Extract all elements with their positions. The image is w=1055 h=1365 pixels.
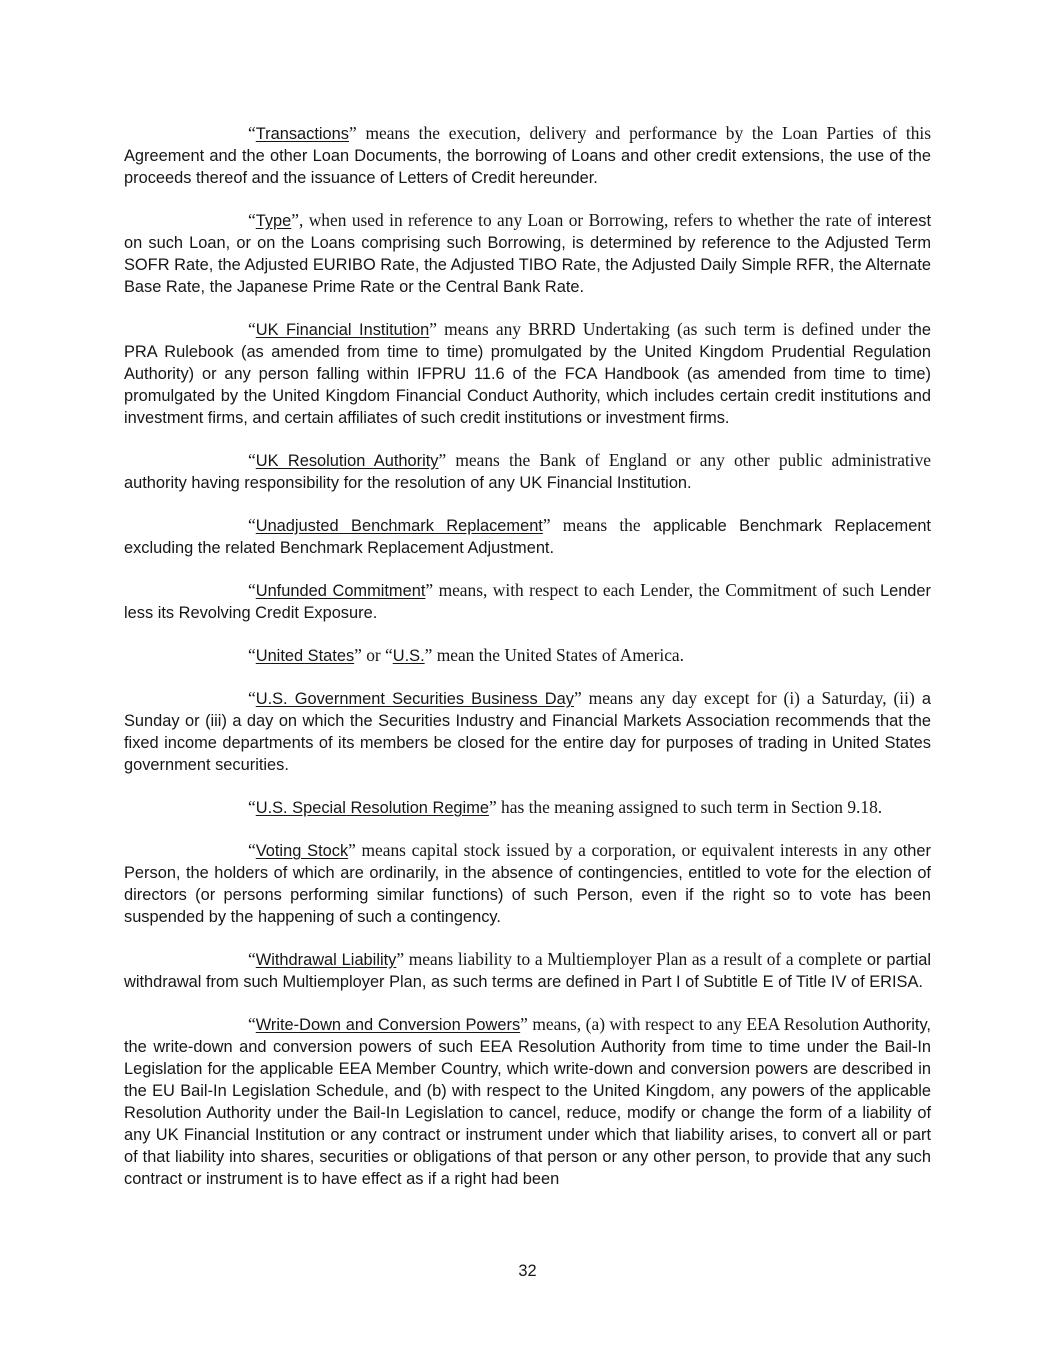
definition-unfunded-commitment — [124, 579, 931, 624]
definition-transactions — [124, 122, 931, 189]
open-quote: “ — [248, 123, 256, 143]
open-quote: “ — [248, 797, 256, 817]
defined-term: UK Financial Institution — [255, 321, 430, 339]
defined-term: Unadjusted Benchmark Replacement — [255, 517, 543, 535]
definition-write-down-and-conversion-powers — [124, 1013, 931, 1190]
definition-text: the PRA Rulebook (as amended from time to time) promulgated by the United Kingdom Prudential Regulation Authority) or any person falling within IFPRU 11.6 of the FCA Handbook (as amended from time to time) promulgated by the United Kingdom Financial Conduct Authority, which includes certain credit institutions and investment firms, and certain affiliates of such credit institutions or investment firms. — [124, 321, 931, 427]
open-quote: “ — [248, 210, 256, 230]
definition-lead: ” has the meaning assigned to such term in Section 9.18. — [488, 797, 883, 817]
defined-term: Write-Down and Conversion Powers — [255, 1016, 521, 1034]
definition-text: or partial withdrawal from such Multiemployer Plan, as such terms are defined in Part I of Subtitle E of Title IV of ERISA. — [124, 951, 931, 991]
definition-withdrawal-liability — [124, 948, 931, 993]
defined-term: Unfunded Commitment — [255, 582, 426, 600]
definition-unadjusted-benchmark-replacement — [124, 514, 931, 559]
definition-text: Authority, the write-down and conversion powers of such EEA Resolution Authority from time to time under the Bail-In Legislation for the applicable EEA Member Country, which write-down and conversion powers are described in the EU Bail-In Legislation Schedule, and (b) with respect to the United Kingdom, any powers of the applicable Resolution Authority under the Bail-In Legislation to cancel, reduce, modify or change the form of a liability of any UK Financial Institution or any contract or instrument under which that liability arises, to convert all or part of that liability into shares, securities or obligations of that person or any other person, to provide that any such contract or instrument is to have effect as if a right had been — [124, 1016, 931, 1188]
definition-lead: ”, when used in reference to any Loan or Borrowing, refers to whether the rate of — [291, 210, 872, 230]
open-quote: “ — [248, 645, 256, 665]
definition-lead: ” means, with respect to each Lender, the Commitment of such — [425, 580, 875, 600]
definition-lead: ” means the — [542, 515, 641, 535]
definition-uk-resolution-authority — [124, 449, 931, 494]
definition-voting-stock — [124, 839, 931, 928]
definition-lead: ” or “ — [354, 645, 393, 665]
definition-lead: ” means, (a) with respect to any EEA Resolution — [520, 1014, 860, 1034]
definition-text: Lender less its Revolving Credit Exposure. — [124, 582, 931, 622]
defined-term: Withdrawal Liability — [255, 951, 397, 969]
definition-lead: ” means the Bank of England or any other public administrative — [438, 450, 931, 470]
open-quote: “ — [248, 840, 256, 860]
defined-term: United States — [255, 647, 355, 665]
defined-term: Type — [255, 212, 292, 230]
definition-text: other Person, the holders of which are ordinarily, in the absence of contingencies, entitled to vote for the election of directors (or persons performing similar functions) of such Person, even if the right so to vote has been suspended by the happening of such a contingency. — [124, 842, 931, 926]
defined-term: U.S. Special Resolution Regime — [255, 799, 489, 817]
open-quote: “ — [248, 1014, 256, 1034]
definition-lead: ” means the execution, delivery and performance by the Loan Parties of this — [348, 123, 931, 143]
defined-term: U.S. Government Securities Business Day — [255, 690, 574, 708]
defined-term-alt: U.S. — [392, 647, 425, 665]
page-number: 32 — [518, 1262, 537, 1280]
definition-type — [124, 209, 931, 298]
open-quote: “ — [248, 580, 256, 600]
definition-united-states — [124, 644, 931, 667]
defined-term: Transactions — [255, 125, 349, 143]
definition-text: a Sunday or (iii) a day on which the Securities Industry and Financial Markets Association recommends that the fixed income departments of its members be closed for the entire day for purposes of trading in United States government securities. — [124, 690, 931, 774]
document-body — [124, 122, 931, 1210]
definition-us-special-resolution-regime — [124, 796, 931, 819]
definition-lead: ” means any day except for (i) a Saturday, (ii) — [573, 688, 915, 708]
definition-lead: ” means any BRRD Undertaking (as such term is defined under — [429, 319, 901, 339]
open-quote: “ — [248, 949, 256, 969]
definition-us-government-securities-business-day — [124, 687, 931, 776]
definition-text: Agreement and the other Loan Documents, the borrowing of Loans and other credit extensions, the use of the proceeds thereof and the issuance of Letters of Credit hereunder. — [124, 147, 931, 187]
definition-text: interest on such Loan, or on the Loans comprising such Borrowing, is determined by reference to the Adjusted Term SOFR Rate, the Adjusted EURIBO Rate, the Adjusted TIBO Rate, the Adjusted Daily Simple RFR, the Alternate Base Rate, the Japanese Prime Rate or the Central Bank Rate. — [124, 212, 932, 296]
definition-text: authority having responsibility for the resolution of any UK Financial Institution. — [124, 474, 692, 492]
open-quote: “ — [248, 688, 256, 708]
defined-term: Voting Stock — [255, 842, 349, 860]
definition-uk-financial-institution — [124, 318, 931, 429]
defined-term: UK Resolution Authority — [255, 452, 439, 470]
definition-text: applicable Benchmark Replacement excluding the related Benchmark Replacement Adjustment. — [124, 517, 931, 557]
definition-lead: ” means liability to a Multiemployer Plan as a result of a complete — [396, 949, 863, 969]
definition-lead-alt: ” mean the United States of America. — [424, 645, 684, 665]
open-quote: “ — [248, 515, 256, 535]
open-quote: “ — [248, 319, 256, 339]
open-quote: “ — [248, 450, 256, 470]
definition-lead: ” means capital stock issued by a corporation, or equivalent interests in any — [348, 840, 888, 860]
